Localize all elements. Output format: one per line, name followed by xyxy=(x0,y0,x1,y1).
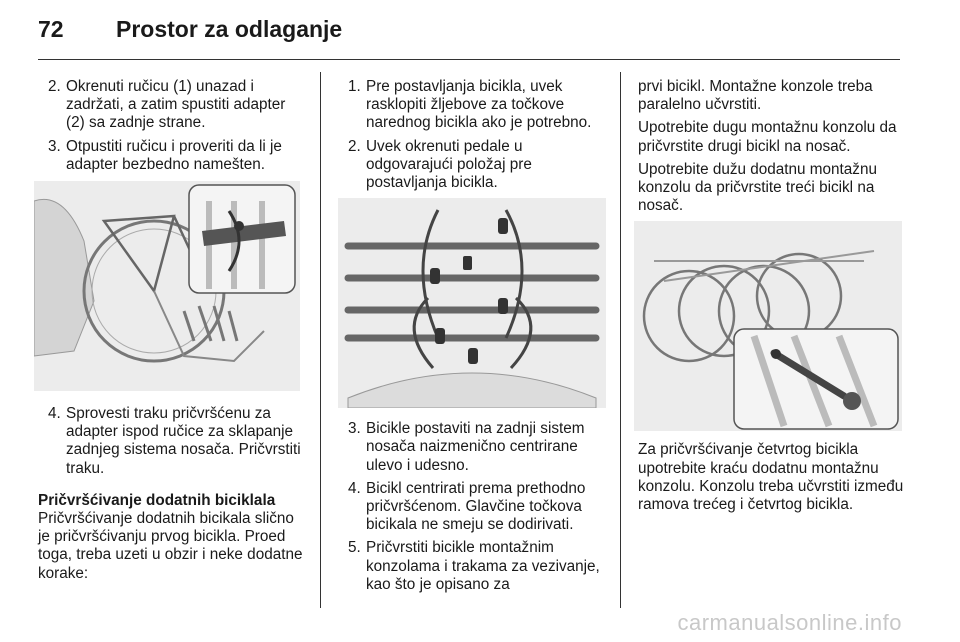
step-item: 3. Otpustiti ručicu i proveriti da li je adapter bezbedno namešten. xyxy=(48,137,282,173)
column-divider-2 xyxy=(620,72,621,608)
step-item: 4. Sprovesti traku pričvršćenu za adapter ispod ručice za sklapanje zadnjeg sistema nosača. Pričvrstiti traku. xyxy=(48,405,301,477)
bike-rack-top-view-illustration xyxy=(338,198,606,408)
section-paragraph: Pričvršćivanje dodatnih bicikala slično je pričvršćivanju prvog bicikla. Proed toga, treba uzeti u obzir i neke dodatne korake: xyxy=(38,510,303,582)
paragraph: Upotrebite dugu montažnu konzolu da pričvrstite drugi bicikl na nosač. xyxy=(638,119,897,155)
column-3 xyxy=(638,78,906,519)
page-title: Prostor za odlaganje xyxy=(116,16,343,42)
col1-steps-top xyxy=(38,78,308,174)
watermark: carmanualsonline.info xyxy=(677,610,902,635)
page-number: 72 xyxy=(38,16,64,42)
step-item: 2. Uvek okrenuti pedale u odgovarajući položaj pre postavljanja bicikla. xyxy=(348,137,532,192)
column-1 xyxy=(38,78,308,588)
step-item: 3. Bicikle postaviti na zadnji sistem nosača naizmenično centrirane ulevo i udesno. xyxy=(348,420,585,474)
step-item: 2. Okrenuti ručicu (1) unazad i zadržati, a zatim spustiti adapter (2) sa zadnje strane. xyxy=(48,78,286,132)
header-rule xyxy=(38,59,900,60)
col2-steps-top xyxy=(338,78,606,192)
paragraph: prvi bicikl. Montažne konzole treba paralelno učvrstiti. xyxy=(638,78,873,114)
step-item: 1. Pre postavljanja bicikla, uvek rasklopiti žljebove za točkove narednog bicikla ako je potrebno. xyxy=(348,78,592,132)
paragraph: Upotrebite dužu dodatnu montažnu konzolu da pričvrstite treći bicikl na nosač. xyxy=(638,160,877,215)
col2-steps-bottom xyxy=(338,420,606,594)
column-2 xyxy=(338,78,606,599)
step-item: 4. Bicikl centrirati prema prethodno pričvršćenom. Glavčine točkova bicikala ne smeju se dodirivati. xyxy=(348,479,586,534)
col1-steps-bottom xyxy=(38,405,308,478)
bikes-mounted-illustration xyxy=(634,221,902,431)
paragraph: Za pričvršćivanje četvrtog bicikla upotrebite kraću dodatnu montažnu konzolu. Konzolu treba učvrstiti između ramova trećeg i četvrtog bicikla. xyxy=(638,441,904,514)
section-subheading: Pričvršćivanje dodatnih biciklala xyxy=(38,491,276,509)
column-divider-1 xyxy=(320,72,321,608)
bike-rack-adapter-illustration xyxy=(34,181,300,391)
step-item: 5. Pričvrstiti bicikle montažnim konzolama i trakama za vezivanje, kao što je opisano za xyxy=(348,539,600,593)
